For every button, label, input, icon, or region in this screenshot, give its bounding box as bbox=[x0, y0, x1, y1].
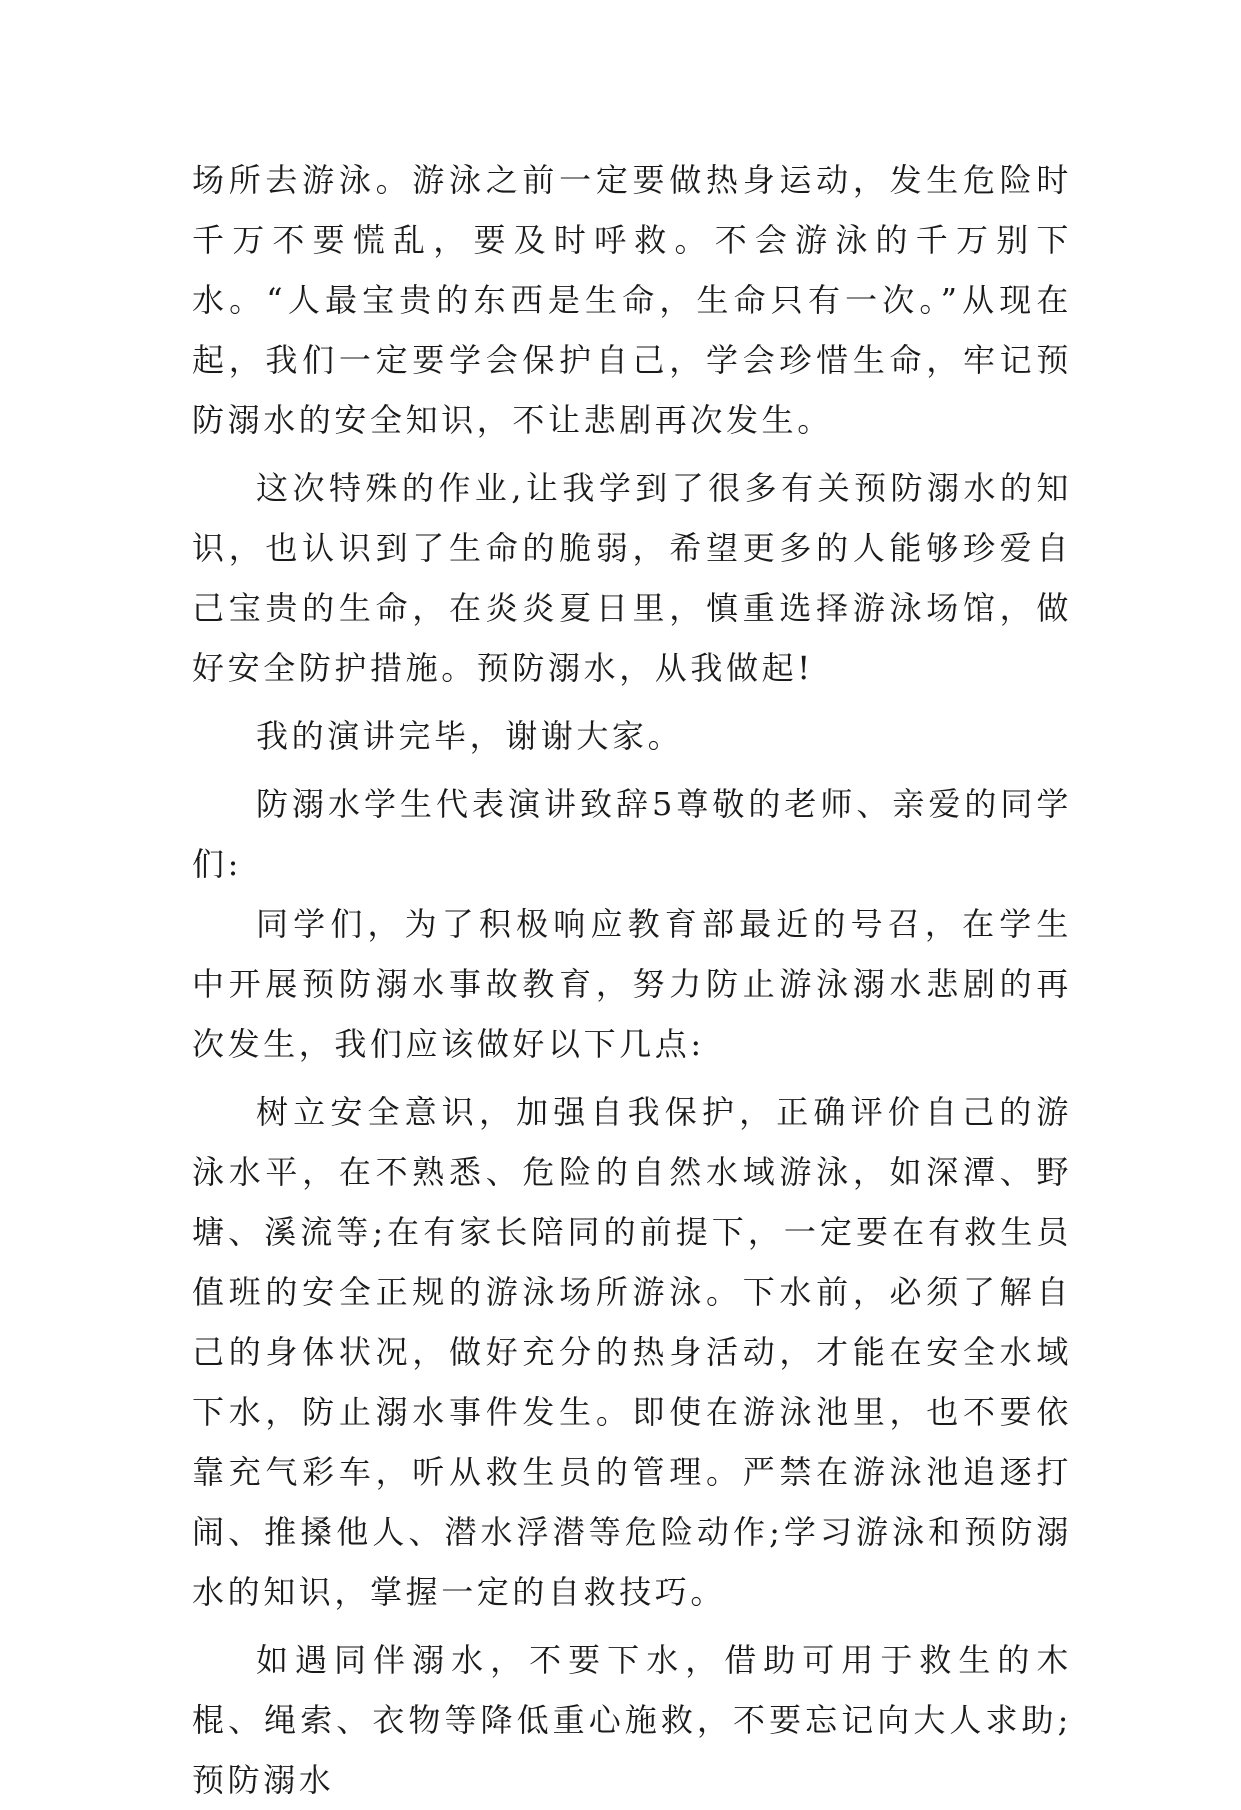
paragraph-5: 同学们，为了积极响应教育部最近的号召，在学生中开展预防溺水事故教育，努力防止游泳溺水悲剧的再次发生，我们应该做好以下几点: bbox=[192, 905, 1072, 1063]
paragraph-6: 树立安全意识，加强自我保护，正确评价自己的游泳水平，在不熟悉、危险的自然水域游泳，如深潭、野塘、溪流等;在有家长陪同的前提下，一定要在有救生员值班的安全正规的游泳场所游泳。下水前，必须了解自己的身体状况，做好充分的热身活动，才能在安全水域下水，防止溺水事件发生。即使在游泳池里，也不要依靠充气彩车，听从救生员的管理。严禁在游泳池追逐打闹、推搡他人、潜水浮潜等危险动作;学习游泳和预防溺水的知识，掌握一定的自救技巧。 bbox=[192, 1093, 1072, 1611]
paragraph-3: 我的演讲完毕，谢谢大家。 bbox=[256, 717, 684, 755]
paragraph-1: 场所去游泳。游泳之前一定要做热身运动，发生危险时千万不要慌乱，要及时呼救。不会游泳的千万别下水。“人最宝贵的东西是生命，生命只有一次。”从现在起，我们一定要学会保护自己，学会珍惜生命，牢记预防溺水的安全知识，不让悲剧再次发生。 bbox=[192, 161, 1072, 439]
paragraph-4: 防溺水学生代表演讲致辞5尊敬的老师、亲爱的同学们: bbox=[192, 785, 1072, 883]
paragraph-2: 这次特殊的作业,让我学到了很多有关预防溺水的知识，也认识到了生命的脆弱，希望更多的人能够珍爱自己宝贵的生命，在炎炎夏日里，慎重选择游泳场馆，做好安全防护措施。预防溺水，从我做起! bbox=[192, 469, 1072, 687]
document-body bbox=[192, 150, 1072, 1810]
paragraph-7: 如遇同伴溺水，不要下水，借助可用于救生的木棍、绳索、衣物等降低重心施救，不要忘记向大人求助;预防溺水 bbox=[192, 1641, 1072, 1799]
